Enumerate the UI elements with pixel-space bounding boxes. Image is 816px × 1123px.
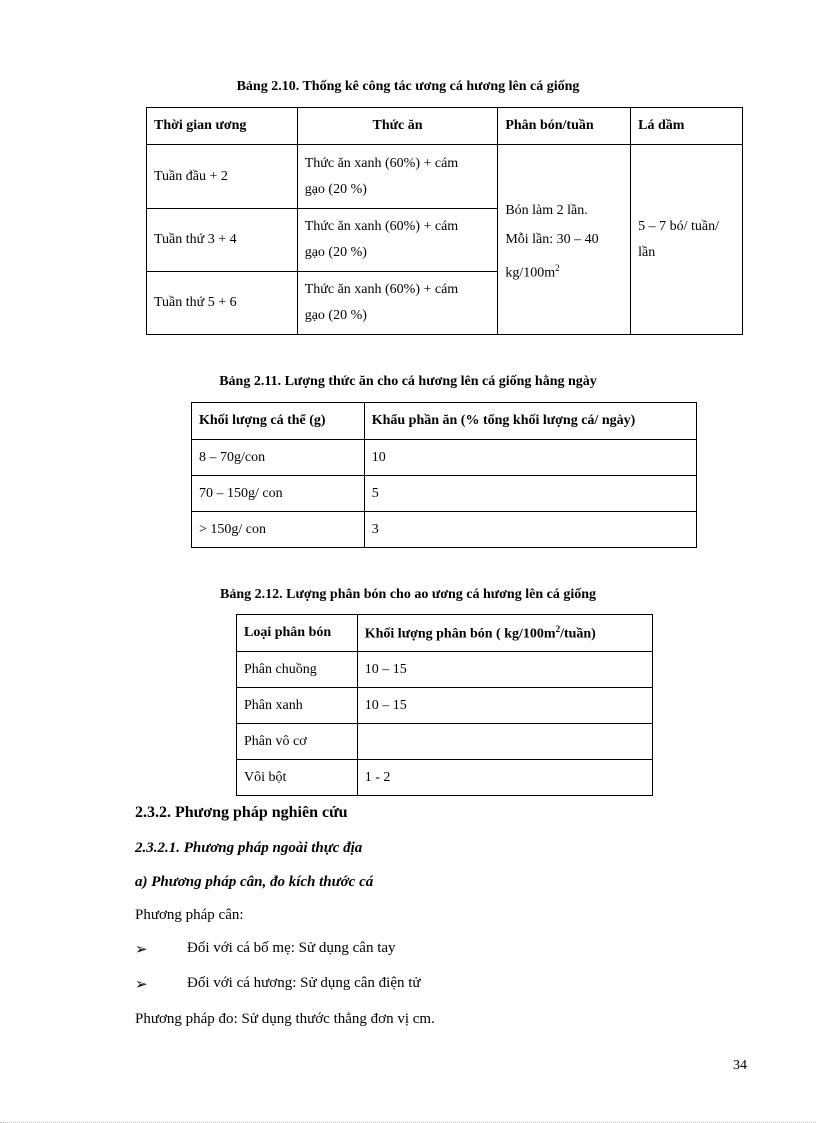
table-cell: 10 – 15 <box>357 652 652 688</box>
arrow-bullet-icon: ➢ <box>135 977 148 993</box>
table-2-12 <box>236 614 653 796</box>
table-2-10-caption: Bảng 2.10. Thống kê công tác ương cá hương lên cá giống <box>236 79 580 94</box>
table-row <box>237 652 653 688</box>
table-cell: 10 – 15 <box>357 688 652 724</box>
food-line: gạo (20 %) <box>304 308 367 323</box>
fertilizer-cell <box>498 145 631 335</box>
time-cell: Tuần thứ 5 + 6 <box>147 272 298 335</box>
table-cell: 1 - 2 <box>357 760 652 796</box>
food-cell <box>297 209 498 272</box>
paragraph: Phương pháp đo: Sử dụng thước thẳng đơn vị cm. <box>135 1011 435 1027</box>
header-text: Khối lượng phân bón ( kg/100m <box>364 626 556 642</box>
table-2-12-caption: Bảng 2.12. Lượng phân bón cho ao ương cá hương lên cá giống <box>220 587 596 602</box>
table-cell: Vôi bột <box>237 760 358 796</box>
table-cell: > 150g/ con <box>192 512 365 548</box>
header-cell: Loại phân bón <box>237 615 358 652</box>
header-cell: Lá dầm <box>631 108 743 145</box>
section-heading: 2.3.2. Phương pháp nghiên cứu <box>135 804 348 821</box>
bullet-text: Đối với cá hương: Sử dụng cân điện tử <box>187 975 421 991</box>
leaves-cell <box>631 145 743 335</box>
bullet-text: Đối với cá bố mẹ: Sử dụng cân tay <box>187 940 396 956</box>
table-cell: 70 – 150g/ con <box>192 476 365 512</box>
paragraph: Phương pháp cân: <box>135 907 244 923</box>
leaves-line: 5 – 7 bó/ tuần/ <box>638 218 720 234</box>
superscript: 2 <box>555 262 560 273</box>
table-header-row <box>147 108 743 145</box>
page-number: 34 <box>733 1058 747 1073</box>
header-cell <box>357 615 652 652</box>
time-cell: Tuần đầu + 2 <box>147 145 298 209</box>
arrow-bullet-icon: ➢ <box>135 942 148 958</box>
table-row <box>192 440 697 476</box>
sub-subsection-heading: a) Phương pháp cân, đo kích thước cá <box>135 874 374 890</box>
food-cell <box>297 145 498 209</box>
food-line: Thức ăn xanh (60%) + cám <box>304 282 459 297</box>
header-cell: Phân bón/tuần <box>498 108 631 145</box>
table-row <box>237 688 653 724</box>
leaves-line: lần <box>638 244 656 260</box>
table-cell: 8 – 70g/con <box>192 440 365 476</box>
table-header-row <box>237 615 653 652</box>
table-2-11 <box>191 402 697 548</box>
superscript: 2 <box>555 623 561 634</box>
table-cell <box>357 724 652 760</box>
food-cell <box>297 272 498 335</box>
subsection-heading: 2.3.2.1. Phương pháp ngoài thực địa <box>135 840 363 856</box>
table-row <box>192 512 697 548</box>
table-cell: 10 <box>364 440 696 476</box>
table-row <box>237 724 653 760</box>
table-2-10 <box>146 107 743 335</box>
table-header-row <box>192 403 697 440</box>
header-cell: Khối lượng cá thể (g) <box>192 403 365 440</box>
food-line: gạo (20 %) <box>304 245 367 260</box>
header-cell: Khẩu phần ăn (% tổng khối lượng cá/ ngày) <box>364 403 696 440</box>
header-text: /tuần) <box>560 626 596 642</box>
header-cell: Thức ăn <box>297 108 498 145</box>
fertilizer-line: Mỗi lần: 30 – 40 <box>505 231 599 247</box>
header-cell: Thời gian ương <box>147 108 298 145</box>
table-cell: Phân chuồng <box>237 652 358 688</box>
table-cell: Phân vô cơ <box>237 724 358 760</box>
fertilizer-line: Bón làm 2 lần. <box>505 202 588 218</box>
fertilizer-line: kg/100m <box>505 265 556 281</box>
table-cell: Phân xanh <box>237 688 358 724</box>
time-cell: Tuần thứ 3 + 4 <box>147 209 298 272</box>
food-line: Thức ăn xanh (60%) + cám <box>304 155 459 171</box>
food-line: gạo (20 %) <box>304 181 367 197</box>
table-cell: 3 <box>364 512 696 548</box>
table-row <box>147 145 743 209</box>
table-cell: 5 <box>364 476 696 512</box>
table-2-11-caption: Bảng 2.11. Lượng thức ăn cho cá hương lên cá giống hằng ngày <box>219 374 597 389</box>
table-row <box>192 476 697 512</box>
food-line: Thức ăn xanh (60%) + cám <box>304 219 459 234</box>
table-row <box>237 760 653 796</box>
